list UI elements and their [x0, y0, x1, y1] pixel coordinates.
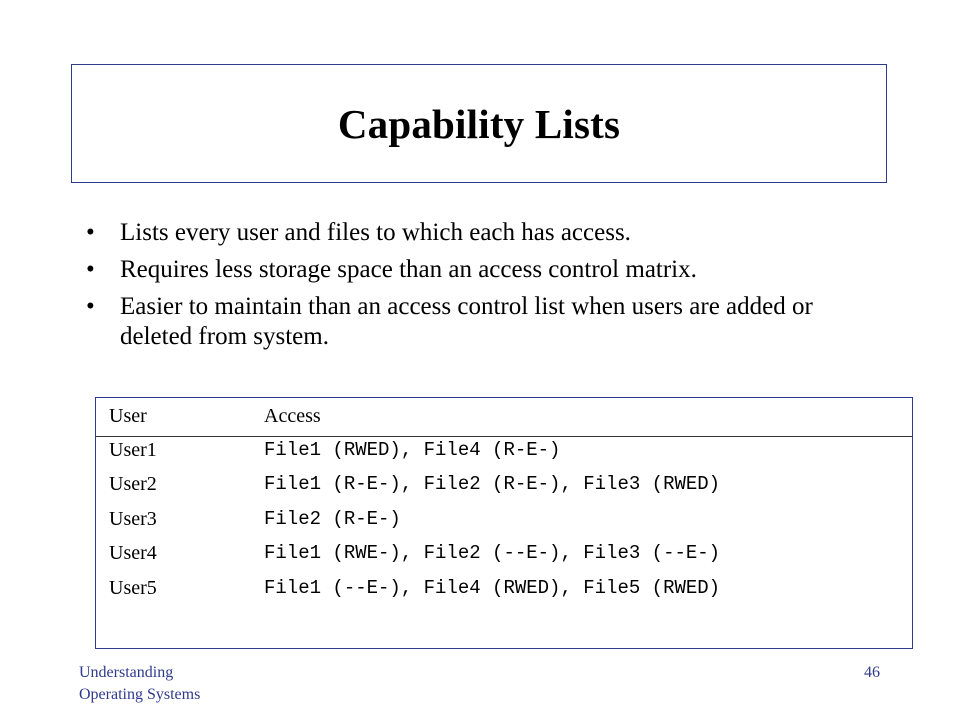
bullet-marker: •: [86, 256, 95, 283]
table-row: [96, 469, 912, 499]
table-row: [96, 435, 912, 465]
row-user: User4: [109, 542, 157, 564]
row-access: File1 (--E-), File4 (RWED), File5 (RWED): [264, 577, 721, 599]
bullet-marker: •: [86, 219, 95, 246]
row-user: User2: [109, 473, 157, 495]
header-user: User: [109, 405, 147, 427]
footer-course-line2: Operating Systems: [79, 686, 201, 703]
title-box: [71, 64, 887, 183]
table-header-row: [96, 401, 912, 431]
table-row: [96, 538, 912, 568]
header-access: Access: [264, 405, 321, 427]
table-row: [96, 504, 912, 534]
bullet-text: Lists every user and files to which each has access.: [120, 219, 631, 246]
table-row: [96, 573, 912, 603]
row-user: User5: [109, 577, 157, 599]
bullet-text: Easier to maintain than an access control list when users are added or deleted from system.: [120, 293, 813, 350]
row-access: File1 (RWE-), File2 (--E-), File3 (--E-): [264, 542, 721, 564]
row-access: File2 (R-E-): [264, 508, 401, 530]
bullet-item: [84, 255, 884, 285]
capability-table: [95, 397, 913, 649]
footer-course-title: [79, 662, 200, 706]
footer-course-line1: Understanding: [79, 664, 174, 681]
bullet-list: [84, 218, 884, 359]
row-access: File1 (RWED), File4 (R-E-): [264, 439, 561, 461]
slide-title: Capability Lists: [337, 100, 621, 147]
row-user: User1: [109, 439, 157, 461]
bullet-marker: •: [86, 293, 95, 320]
bullet-text: Requires less storage space than an access control matrix.: [120, 256, 697, 283]
row-user: User3: [109, 508, 157, 530]
page-number: 46: [864, 664, 880, 681]
row-access: File1 (R-E-), File2 (R-E-), File3 (RWED): [264, 473, 721, 495]
bullet-item: [84, 218, 884, 248]
bullet-item: [84, 292, 884, 352]
